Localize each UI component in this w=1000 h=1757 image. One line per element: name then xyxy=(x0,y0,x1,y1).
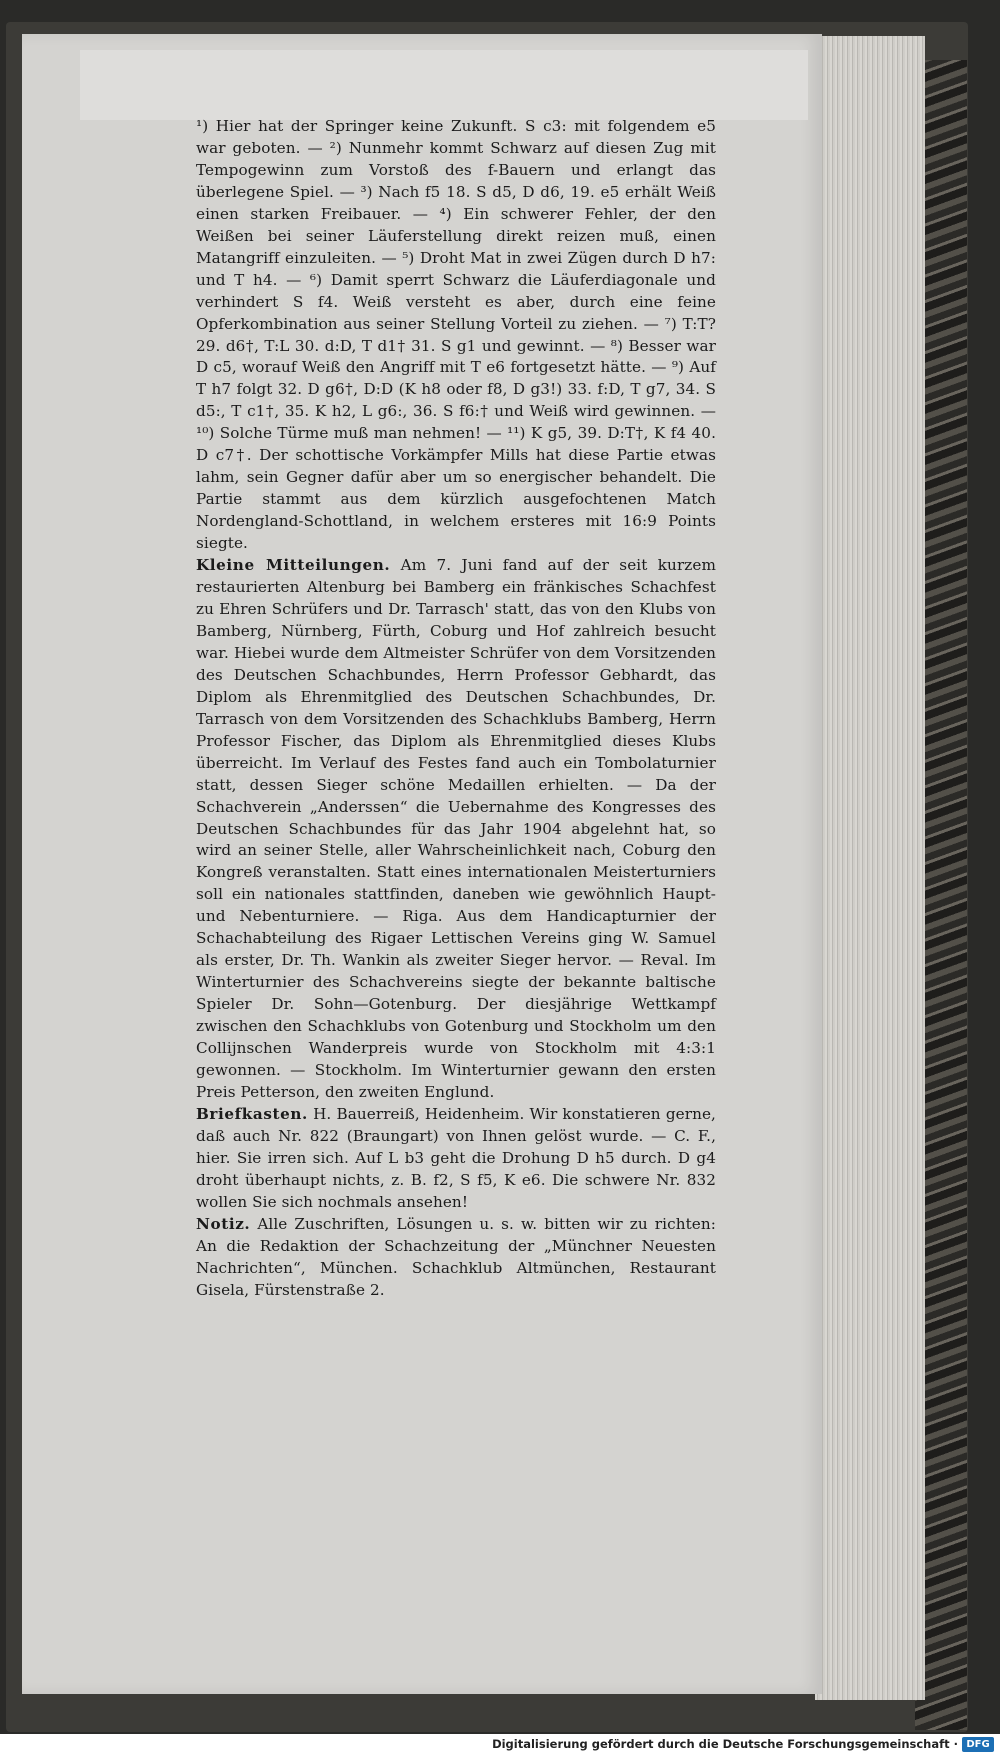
game-notes: ¹) Hier hat der Springer keine Zukunft. S c3: mit folgendem e5 war geboten. — ²) Nunmehr kommt Schwarz auf diesen Zug mit Tempogewinn zum Vorstoß des f-Bauern und erlangt das überlegene Spiel. — ³) Nach f5 18. S d5, D d6, 19. e5 erhält Weiß einen starken Freibauer. — ⁴) Ein schwerer Fehler, der den Weißen bei seiner Läuferstellung direkt reizen muß, einen Matangriff einzuleiten. — ⁵) Droht Mat in zwei Zügen durch D h7: und T h4. — ⁶) Damit sperrt Schwarz die Läuferdiagonale und verhindert S f4. Weiß versteht es aber, durch eine feine Opferkombination aus seiner Stellung Vorteil zu ziehen. — ⁷) T:T? 29. d6†, T:L 30. d:D, T d1† 31. S g1 und gewinnt. — ⁸) Besser war D c5, worauf Weiß den Angriff mit T e6 fortgesetzt hätte. — ⁹) Auf T h7 folgt 32. D g6†, D:D (K h8 oder f8, D g3!) 33. f:D, T g7, 34. S d5:, T c1†, 35. K h2, L g6:, 36. S f6:† und Weiß wird gewinnen. — ¹⁰) Solche Türme muß man nehmen! — ¹¹) K g5, 39. D:T†, K f4 40. D c7†. Der schottische Vorkämpfer Mills hat diese Partie etwas lahm, sein Gegner dafür aber um so energischer behandelt. Die Partie stammt aus dem kürzlich ausgefochtenen Match Nordengland-Schottland, in welchem ersteres mit 16:9 Points siegte. xyxy=(196,117,716,553)
funding-note: Digitalisierung gefördert durch die Deutsche Forschungsgemeinschaft · xyxy=(492,1737,958,1751)
page-highlight xyxy=(80,50,808,120)
kleine-heading: Kleine Mitteilungen. xyxy=(196,556,391,575)
notiz-heading: Notiz. xyxy=(196,1214,251,1233)
page-edges xyxy=(815,36,925,1700)
page-text xyxy=(196,116,716,1301)
footer-bar xyxy=(0,1734,1000,1757)
notiz-body: Alle Zuschriften, Lösungen u. s. w. bitten wir zu richten: An die Redaktion der Schachzeitung der „Münchner Neuesten Nachrichten“, München. Schachklub Altmünchen, Restaurant Gisela, Fürstenstraße 2. xyxy=(196,1214,716,1299)
notiz xyxy=(196,1214,716,1302)
briefkasten-body: H. Bauerreiß, Heidenheim. Wir konstatieren gerne, daß auch Nr. 822 (Braungart) von Ihnen gelöst wurde. — C. F., hier. Sie irren sich. Auf L b3 geht die Drohung D h5 durch. D g4 droht überhaupt nichts, z. B. f2, S f5, K e6. Die schwere Nr. 832 wollen Sie sich nochmals ansehen! xyxy=(196,1104,716,1211)
dfg-logo: DFG xyxy=(962,1737,994,1752)
briefkasten xyxy=(196,1104,716,1214)
briefkasten-heading: Briefkasten. xyxy=(196,1104,308,1123)
kleine-mitteilungen xyxy=(196,555,716,1104)
kleine-body: Am 7. Juni fand auf der seit kurzem restaurierten Altenburg bei Bamberg ein fränkisches Schachfest zu Ehren Schrüfers und Dr. Tarrasch' statt, das von den Klubs von Bamberg, Nürnberg, Fürth, Coburg und Hof zahlreich besucht war. Hiebei wurde dem Altmeister Schrüfer von dem Vorsitzenden des Deutschen Schachbundes, Herrn Professor Gebhardt, das Diplom als Ehrenmitglied des Deutschen Schachbundes, Dr. Tarrasch von dem Vorsitzenden des Schachklubs Bamberg, Herrn Professor Fischer, das Diplom als Ehrenmitglied dieses Klubs überreicht. Im Verlauf des Festes fand auch ein Tombolaturnier statt, dessen Sieger schöne Medaillen erhielten. — Da der Schachverein „Anderssen“ die Uebernahme des Kongresses des Deutschen Schachbundes für das Jahr 1904 abgelehnt hat, so wird an seiner Stelle, aller Wahrscheinlichkeit nach, Coburg den Kongreß veranstalten. Statt eines internationalen Meisterturniers soll ein nationales stattfinden, daneben wie gewöhnlich Haupt- und Nebenturniere. — Riga. Aus dem Handicapturnier der Schachabteilung des Rigaer Lettischen Vereins ging W. Samuel als erster, Dr. Th. Wankin als zweiter Sieger hervor. — Reval. Im Winterturnier des Schachvereins siegte der bekannte baltische Spieler Dr. Sohn—Gotenburg. Der diesjährige Wettkampf zwischen den Schachklubs von Gotenburg und Stockholm um den Collijnschen Wanderpreis wurde von Stockholm mit 4:3:1 gewonnen. — Stockholm. Im Winterturnier gewann den ersten Preis Petterson, den zweiten Englund. xyxy=(196,556,716,1101)
